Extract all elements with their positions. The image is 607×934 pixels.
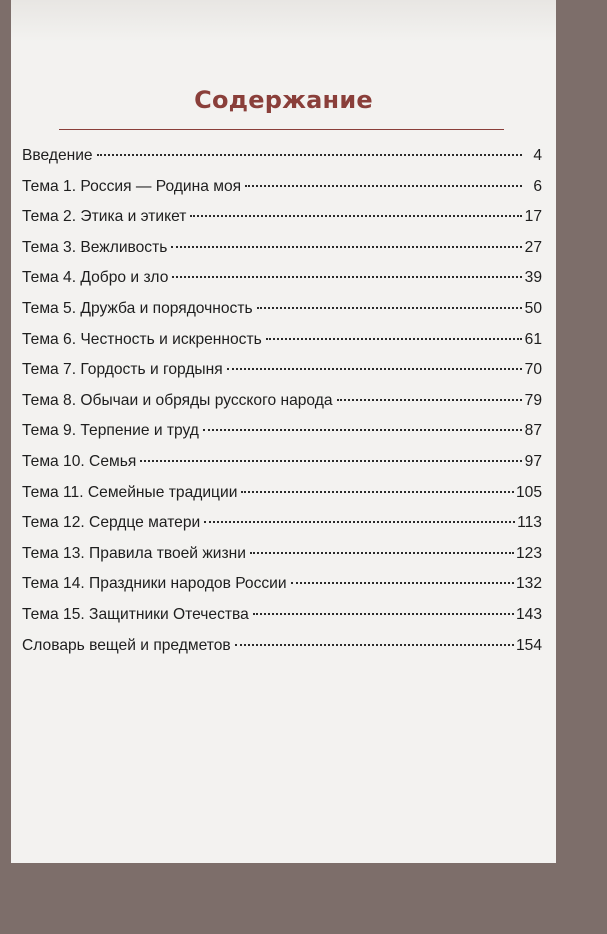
dot-leader xyxy=(190,215,522,217)
toc-entry-topic-3 xyxy=(22,239,542,270)
toc-entry-title: Тема 12. Сердце матери xyxy=(22,514,201,532)
contents-heading: Содержание xyxy=(194,86,373,114)
toc-entry-page: 132 xyxy=(515,575,542,593)
toc-entry-page: 27 xyxy=(524,238,542,256)
toc-entry-introduction xyxy=(22,147,542,178)
heading-underline xyxy=(59,129,504,130)
dot-leader xyxy=(227,368,522,370)
toc-entry-title: Тема 1. Россия — Родина моя xyxy=(22,177,242,195)
toc-entry-title: Введение xyxy=(22,147,93,164)
toc-entry-title: Тема 2. Этика и этикет xyxy=(22,208,187,226)
toc-entry-page: 4 xyxy=(533,147,542,164)
dot-leader xyxy=(140,460,522,462)
toc-entry-topic-2 xyxy=(22,208,542,239)
toc-entry-page: 143 xyxy=(515,605,542,623)
toc-entry-page: 39 xyxy=(524,269,542,287)
dot-leader xyxy=(204,521,515,523)
toc-entry-topic-10 xyxy=(22,453,542,484)
dot-leader xyxy=(235,644,514,646)
toc-entry-title: Тема 13. Правила твоей жизни xyxy=(22,544,246,562)
dot-leader xyxy=(203,429,522,431)
toc-entry-title: Тема 3. Вежливость xyxy=(22,238,168,256)
toc-entry-glossary xyxy=(22,637,542,668)
toc-entry-page: 123 xyxy=(515,544,542,562)
toc-entry-topic-14 xyxy=(22,575,542,606)
dot-leader xyxy=(172,276,522,278)
toc-entry-topic-15 xyxy=(22,606,542,637)
toc-entry-title: Тема 14. Праздники народов России xyxy=(22,575,287,593)
table-of-contents xyxy=(22,147,542,667)
toc-entry-topic-1 xyxy=(22,178,542,209)
toc-entry-topic-8 xyxy=(22,392,542,423)
toc-entry-title: Тема 15. Защитники Отечества xyxy=(22,605,249,623)
toc-entry-topic-11 xyxy=(22,484,542,515)
toc-entry-page: 97 xyxy=(524,452,542,470)
dot-leader xyxy=(257,307,522,309)
dot-leader xyxy=(250,552,514,554)
toc-entry-page: 105 xyxy=(515,483,542,501)
toc-entry-title: Словарь вещей и предметов xyxy=(22,636,231,654)
toc-entry-page: 154 xyxy=(515,636,542,654)
toc-entry-title: Тема 6. Честность и искренность xyxy=(22,330,262,348)
toc-entry-page: 87 xyxy=(524,422,542,440)
dot-leader xyxy=(266,338,522,340)
toc-entry-page: 79 xyxy=(524,391,542,409)
dot-leader xyxy=(245,185,522,187)
toc-entry-topic-12 xyxy=(22,514,542,545)
toc-entry-topic-7 xyxy=(22,361,542,392)
page-top-edge xyxy=(11,0,556,42)
toc-entry-topic-13 xyxy=(22,545,542,576)
toc-entry-topic-9 xyxy=(22,422,542,453)
toc-entry-title: Тема 5. Дружба и порядочность xyxy=(22,299,253,317)
toc-entry-page: 113 xyxy=(517,514,542,532)
toc-entry-title: Тема 11. Семейные традиции xyxy=(22,483,238,501)
toc-entry-title: Тема 9. Терпение и труд xyxy=(22,422,199,440)
toc-entry-title: Тема 10. Семья xyxy=(22,452,137,470)
dot-leader xyxy=(171,246,522,248)
toc-entry-topic-4 xyxy=(22,269,542,300)
dot-leader xyxy=(241,491,514,493)
toc-entry-title: Тема 8. Обычаи и обряды русского народа xyxy=(22,391,333,409)
toc-entry-page: 61 xyxy=(524,330,542,348)
toc-entry-title: Тема 4. Добро и зло xyxy=(22,269,169,287)
book-page xyxy=(11,0,556,863)
toc-entry-topic-5 xyxy=(22,300,542,331)
dot-leader xyxy=(97,154,522,156)
toc-entry-page: 70 xyxy=(524,361,542,379)
toc-entry-page: 6 xyxy=(533,177,542,195)
toc-entry-topic-6 xyxy=(22,331,542,362)
dot-leader xyxy=(291,582,514,584)
toc-entry-page: 17 xyxy=(524,208,542,226)
dot-leader xyxy=(337,399,522,401)
toc-entry-page: 50 xyxy=(524,299,542,317)
toc-entry-title: Тема 7. Гордость и гордыня xyxy=(22,361,223,379)
dot-leader xyxy=(253,613,514,615)
